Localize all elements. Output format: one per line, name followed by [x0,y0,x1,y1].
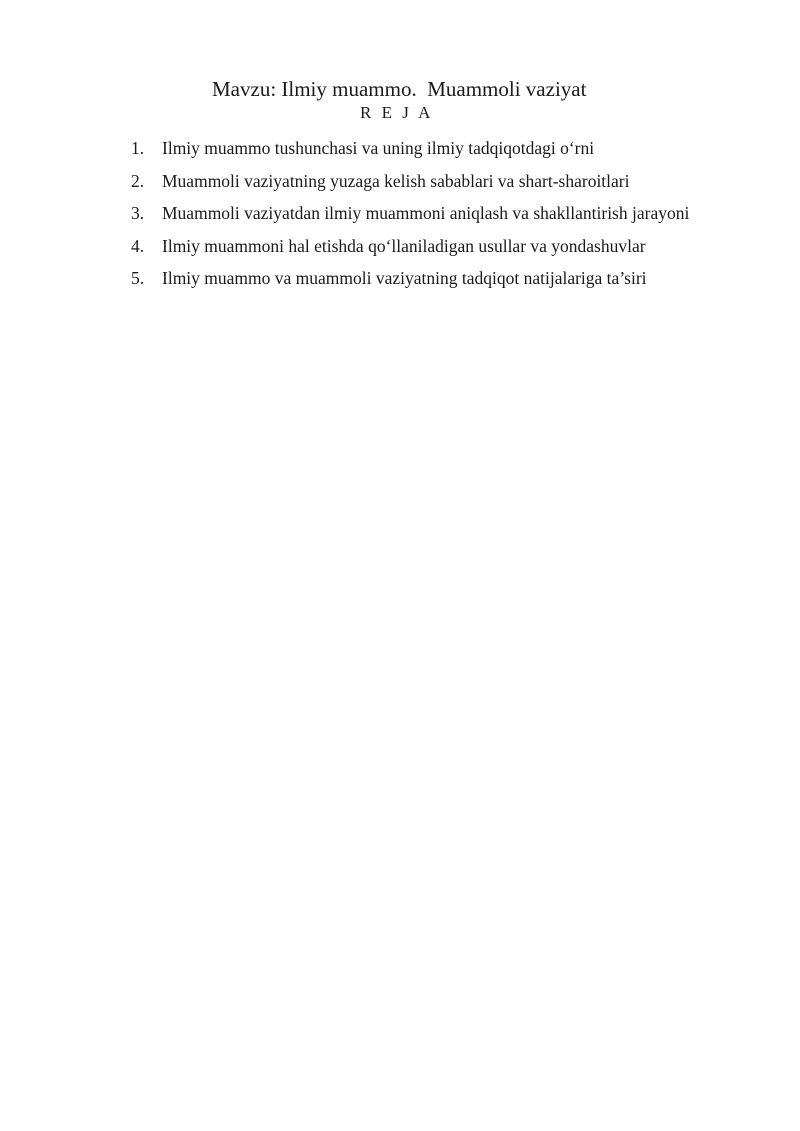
plan-item-text: Muammoli vaziyatdan ilmiy muammoni aniqlash va shakllantirish jarayoni [162,203,690,223]
plan-item-text: Ilmiy muammo tushunchasi va uning ilmiy tadqiqotdagi o‘rni [162,138,595,158]
plan-item-number: 3. [131,203,145,223]
plan-heading: R E J A [360,103,434,122]
plan-item-text: Muammoli vaziyatning yuzaga kelish sabablari va shart-sharoitlari [162,170,630,191]
plan-item-number: 2. [131,170,145,191]
plan-item-number: 5. [131,268,145,288]
plan-item-text: Ilmiy muammoni hal etishda qo‘llaniladigan usullar va yondashuvlar [162,235,646,256]
plan-item-number: 1. [131,138,145,158]
document-title: Mavzu: Ilmiy muammo. Muammoli vaziyat [212,77,587,101]
plan-item-text: Ilmiy muammo va muammoli vaziyatning tadqiqot natijalariga ta’siri [162,268,647,288]
plan-item-number: 4. [131,235,145,256]
